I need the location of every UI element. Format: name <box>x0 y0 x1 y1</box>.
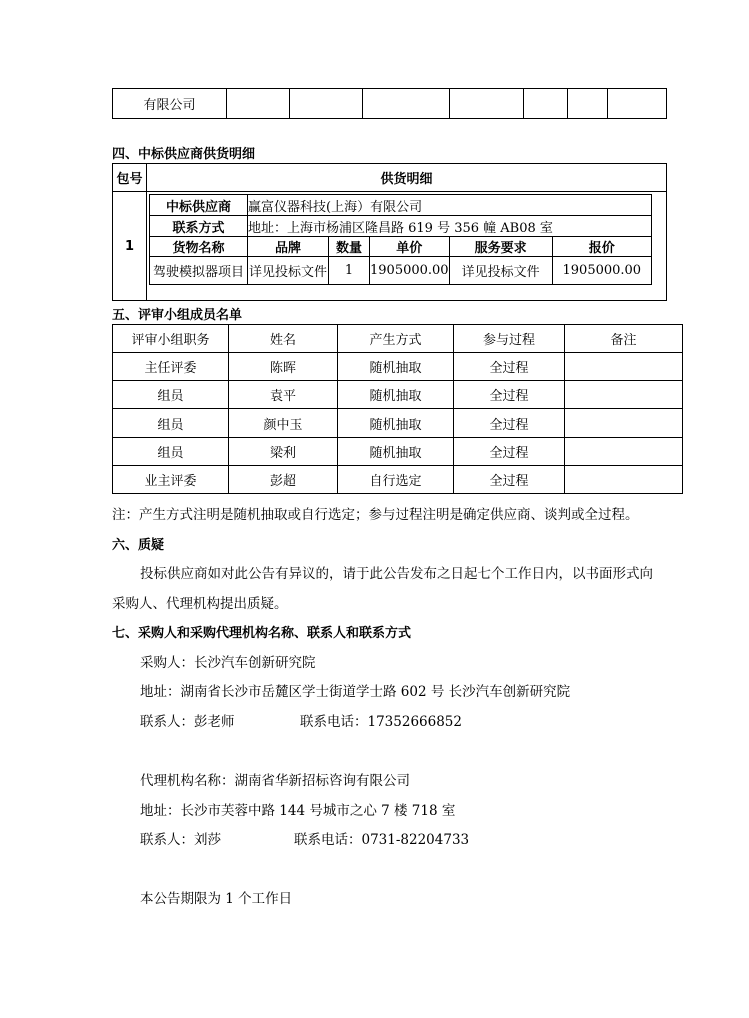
quantity: 1 <box>329 257 370 285</box>
agency-contact: 联系人：刘莎 <box>140 832 221 848</box>
header-brand: 品牌 <box>248 237 329 257</box>
supply-detail-table <box>112 163 667 301</box>
agency-name: 代理机构名称：湖南省华新招标咨询有限公司 <box>140 773 410 789</box>
fragment-cell <box>608 89 667 119</box>
notice-period: 本公告期限为 1 个工作日 <box>140 891 293 907</box>
review-cell: 随机抽取 <box>338 353 454 381</box>
col-detail-header: 供货明细 <box>147 164 667 192</box>
review-cell: 随机抽取 <box>338 437 454 465</box>
purchaser-contact: 联系人：彭老师 <box>140 714 235 730</box>
review-header: 参与过程 <box>454 325 565 353</box>
review-header: 产生方式 <box>338 325 454 353</box>
review-cell: 业主评委 <box>113 465 229 493</box>
review-cell: 陈晖 <box>229 353 338 381</box>
review-cell <box>565 353 683 381</box>
detail-container <box>147 192 667 301</box>
contact-label: 联系方式 <box>150 216 248 237</box>
package-number: 1 <box>113 192 147 301</box>
review-cell: 组员 <box>113 381 229 409</box>
agency-phone: 联系电话：0731-82204733 <box>294 832 470 848</box>
table-row <box>113 409 683 437</box>
review-cell <box>565 381 683 409</box>
review-cell: 随机抽取 <box>338 381 454 409</box>
table-row <box>113 381 683 409</box>
review-cell: 全过程 <box>454 381 565 409</box>
review-cell: 全过程 <box>454 409 565 437</box>
purchaser-phone: 联系电话：17352666852 <box>300 714 462 730</box>
review-header: 备注 <box>565 325 683 353</box>
fragment-cell <box>227 89 290 119</box>
review-cell: 主任评委 <box>113 353 229 381</box>
review-panel-table <box>112 324 683 494</box>
brand: 详见投标文件 <box>248 257 329 285</box>
table-row <box>113 353 683 381</box>
review-cell: 自行选定 <box>338 465 454 493</box>
section6-heading: 六、质疑 <box>112 538 165 553</box>
agency-address: 地址：长沙市芙蓉中路 144 号城市之心 7 楼 718 室 <box>140 803 456 819</box>
fragment-cell <box>363 89 450 119</box>
col-package-header: 包号 <box>113 164 147 192</box>
unit-price: 1905000.00 <box>370 257 450 285</box>
header-goods-name: 货物名称 <box>150 237 248 257</box>
service-requirement: 详见投标文件 <box>449 257 552 285</box>
review-cell: 梁利 <box>229 437 338 465</box>
review-note: 注：产生方式注明是随机抽取或自行选定；参与过程注明是确定供应商、谈判或全过程。 <box>112 507 639 523</box>
review-header: 姓名 <box>229 325 338 353</box>
objection-line-1: 投标供应商如对此公告有异议的，请于此公告发布之日起七个工作日内，以书面形式向 <box>140 566 653 582</box>
review-cell <box>565 465 683 493</box>
fragment-cell: 有限公司 <box>113 89 227 119</box>
objection-line-2: 采购人、代理机构提出质疑。 <box>112 596 288 612</box>
review-cell: 组员 <box>113 409 229 437</box>
section5-heading: 五、评审小组成员名单 <box>112 308 243 323</box>
supplier-label: 中标供应商 <box>150 195 248 216</box>
header-quantity: 数量 <box>329 237 370 257</box>
purchaser-address: 地址：湖南省长沙市岳麓区学士街道学士路 602 号 长沙汽车创新研究院 <box>140 684 571 700</box>
contact-value: 地址：上海市杨浦区隆昌路 619 号 356 幢 AB08 室 <box>248 216 652 237</box>
review-cell: 全过程 <box>454 353 565 381</box>
review-cell: 随机抽取 <box>338 409 454 437</box>
review-cell <box>565 409 683 437</box>
review-cell: 全过程 <box>454 465 565 493</box>
fragment-cell <box>450 89 524 119</box>
fragment-cell <box>524 89 568 119</box>
fragment-cell <box>290 89 363 119</box>
header-unit-price: 单价 <box>370 237 450 257</box>
purchaser-name: 采购人：长沙汽车创新研究院 <box>140 655 316 671</box>
header-quote: 报价 <box>552 237 651 257</box>
header-service: 服务要求 <box>449 237 552 257</box>
review-header: 评审小组职务 <box>113 325 229 353</box>
review-cell <box>565 437 683 465</box>
fragment-cell <box>568 89 608 119</box>
quote: 1905000.00 <box>552 257 651 285</box>
previous-table-fragment <box>112 88 667 119</box>
table-row <box>113 437 683 465</box>
section4-heading: 四、中标供应商供货明细 <box>112 147 256 162</box>
goods-name: 驾驶模拟器项目 <box>150 257 248 285</box>
review-cell: 彭超 <box>229 465 338 493</box>
supplier-value: 赢富仪器科技(上海）有限公司 <box>248 195 652 216</box>
section7-heading: 七、采购人和采购代理机构名称、联系人和联系方式 <box>112 626 412 641</box>
review-cell: 全过程 <box>454 437 565 465</box>
table-row <box>113 465 683 493</box>
supplier-detail-inner-table <box>149 194 652 285</box>
review-cell: 袁平 <box>229 381 338 409</box>
review-cell: 组员 <box>113 437 229 465</box>
review-cell: 颜中玉 <box>229 409 338 437</box>
